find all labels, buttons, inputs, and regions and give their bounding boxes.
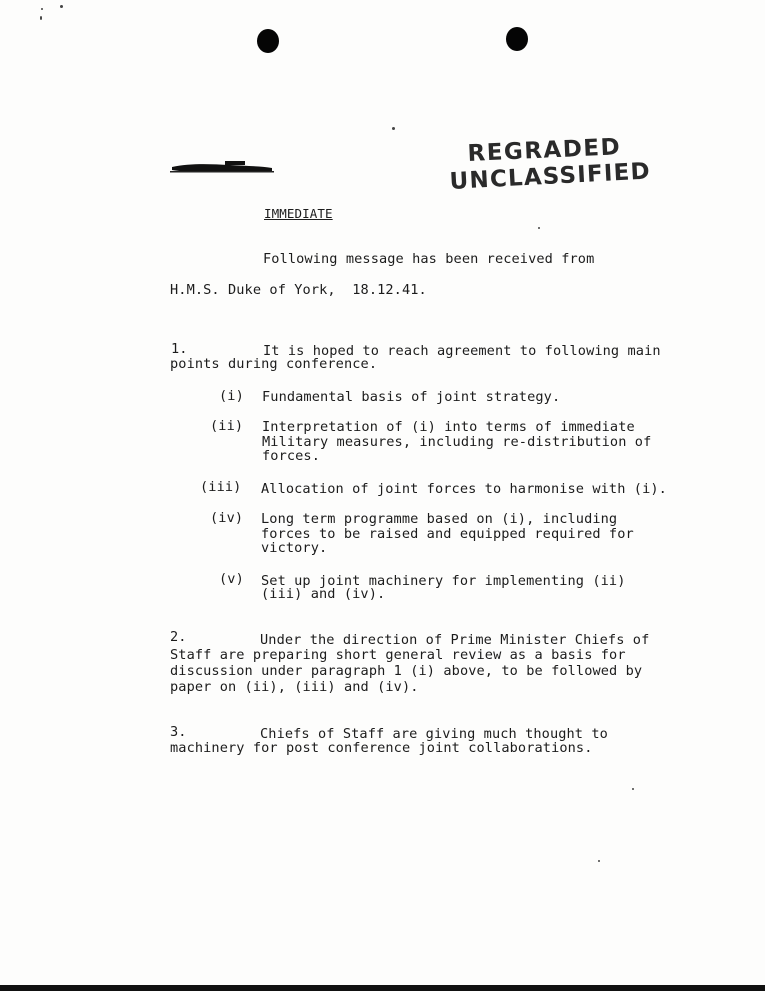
scan-speck <box>40 16 42 20</box>
scan-speck <box>632 788 634 790</box>
para1-number: 1. <box>171 341 188 357</box>
para3-number: 3. <box>170 724 187 740</box>
para2-number: 2. <box>170 629 187 645</box>
item-line: forces. <box>262 448 320 464</box>
item-line: Long term programme based on (i), including <box>261 511 618 527</box>
redacted-classification-mark <box>170 160 274 173</box>
scan-bottom-edge <box>0 985 765 991</box>
intro-line-2: H.M.S. Duke of York, 18.12.41. <box>170 282 427 298</box>
item-label: (v) <box>219 571 244 587</box>
item-line: Interpretation of (i) into terms of immediate <box>262 419 635 435</box>
item-label: (ii) <box>210 418 244 434</box>
punch-hole-left <box>257 29 279 53</box>
item-label: (iv) <box>210 510 244 526</box>
para2-line-4: paper on (ii), (iii) and (iv). <box>170 679 419 695</box>
para2-line-2: Staff are preparing short general review as a basis for <box>170 647 626 663</box>
para2-line-3: discussion under paragraph 1 (i) above, to be followed by <box>170 663 643 679</box>
item-line: (iii) and (iv). <box>261 586 386 602</box>
punch-hole-right <box>506 27 528 51</box>
priority-heading: IMMEDIATE <box>264 206 333 221</box>
item-label: (i) <box>219 388 244 404</box>
para2-line-1: Under the direction of Prime Minister Chiefs of <box>260 632 650 648</box>
item-line: victory. <box>261 540 328 556</box>
regraded-stamp: REGRADED <box>467 134 622 167</box>
scan-speck <box>41 8 43 10</box>
item-line: Allocation of joint forces to harmonise with (i). <box>261 481 667 497</box>
item-line: Military measures, including re-distribution of <box>262 434 652 450</box>
item-label: (iii) <box>200 479 242 495</box>
item-line: Fundamental basis of joint strategy. <box>262 389 561 405</box>
unclassified-stamp: UNCLASSIFIED <box>449 158 652 195</box>
item-line: forces to be raised and equipped required for <box>261 526 634 542</box>
intro-line-1: Following message has been received from <box>263 251 595 267</box>
scan-speck <box>60 5 63 8</box>
scan-speck <box>598 860 600 862</box>
scan-speck <box>392 127 395 130</box>
para3-line-2: machinery for post conference joint collaborations. <box>170 740 593 756</box>
para1-line-1: It is hoped to reach agreement to following main <box>263 343 661 359</box>
item-line: Set up joint machinery for implementing (ii) <box>261 573 626 589</box>
scan-speck <box>538 227 540 229</box>
para1-line-2: points during conference. <box>170 356 378 372</box>
para3-line-1: Chiefs of Staff are giving much thought to <box>260 726 608 742</box>
